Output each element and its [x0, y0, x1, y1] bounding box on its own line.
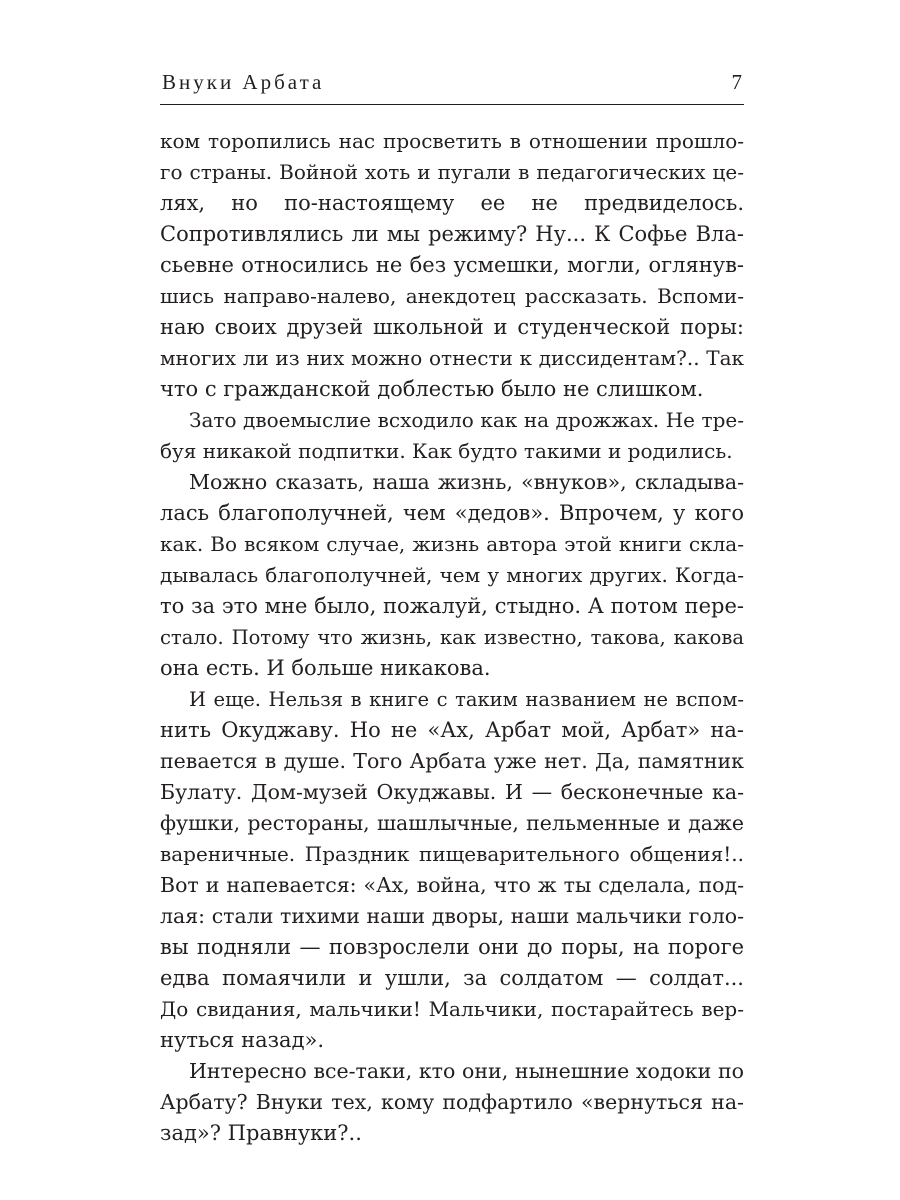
- text-line: И еще. Нельзя в книге с таким названием не вспом-: [189, 688, 744, 711]
- text-line: она есть. И больше никакова.: [160, 656, 491, 680]
- text-line: Вот и напевается: «Ах, война, что ж ты сделала, под-: [160, 873, 744, 897]
- text-line: Сопротивлялись ли мы режиму? Ну... К Софье Вла-: [160, 222, 744, 246]
- text-line: вареничные. Праздник пищеварительного общения!..: [160, 842, 744, 866]
- text-line: что с гражданской доблестью было не слишком.: [160, 377, 704, 401]
- text-line: нуться назад».: [160, 1028, 325, 1052]
- page-number: 7: [731, 70, 742, 94]
- text-line: го страны. Войной хоть и пугали в педагогических це-: [160, 160, 744, 184]
- book-page: [160, 60, 744, 1149]
- text-line: стало. Потому что жизнь, как известно, такова, какова: [160, 626, 744, 649]
- text-line: как. Во всяком случае, жизнь автора этой книги скла-: [160, 532, 744, 556]
- text-line: певается в душе. Того Арбата уже нет. Да, памятник: [160, 749, 744, 773]
- text-line: Арбату? Внуки тех, кому подфартило «вернуться на-: [160, 1090, 744, 1114]
- body-text: [160, 126, 744, 1149]
- paragraph: [160, 684, 744, 1056]
- text-line: До свидания, мальчики! Мальчики, постарайтесь вер-: [160, 997, 744, 1021]
- paragraph: [160, 126, 744, 405]
- text-line: лась благополучней, чем «дедов». Впрочем, у кого: [160, 501, 744, 525]
- text-line: вы подняли — повзрослели они до поры, на пороге: [160, 935, 744, 959]
- text-line: дывалась благополучней, чем у многих других. Когда-: [160, 563, 744, 587]
- text-line: Булату. Дом-музей Окуджавы. И — бесконечные ка-: [160, 780, 744, 804]
- text-line: то за это мне было, пожалуй, стыдно. А потом пере-: [160, 594, 744, 618]
- text-line: зад»? Правнуки?..: [160, 1121, 362, 1145]
- text-line: лях, но по-настоящему ее не предвиделось.: [160, 191, 744, 215]
- text-line: фушки, рестораны, шашлычные, пельменные и даже: [160, 811, 744, 835]
- book-title: Внуки Арбата: [162, 70, 325, 94]
- paragraph: [160, 1056, 744, 1149]
- text-line: Можно сказать, наша жизнь, «внуков», складыва-: [189, 470, 744, 494]
- running-header: [160, 60, 744, 106]
- text-line: Зато двоемыслие всходило как на дрожжах. Не тре-: [189, 408, 744, 432]
- text-line: буя никакой подпитки. Как будто такими и родились.: [160, 439, 733, 463]
- text-line: многих ли из них можно отнести к диссидентам?.. Так: [160, 346, 744, 370]
- text-line: Интересно все-таки, кто они, нынешние ходоки по: [189, 1059, 744, 1083]
- text-line: ком торопились нас просветить в отношении прошло-: [160, 129, 744, 153]
- text-line: лая: стали тихими наши дворы, наши мальчики голо-: [160, 904, 744, 928]
- paragraph: [160, 467, 744, 684]
- text-line: шись направо-налево, анекдотец рассказать. Вспоми-: [160, 284, 744, 308]
- text-line: сьевне относились не без усмешки, могли, оглянув-: [160, 253, 744, 277]
- paragraph: [160, 405, 744, 467]
- text-line: нить Окуджаву. Но не «Ах, Арбат мой, Арбат» на-: [160, 718, 744, 742]
- text-line: наю своих друзей школьной и студенческой поры:: [160, 315, 744, 339]
- header-rule: [160, 104, 744, 105]
- text-line: едва помаячили и ушли, за солдатом — солдат...: [160, 966, 744, 990]
